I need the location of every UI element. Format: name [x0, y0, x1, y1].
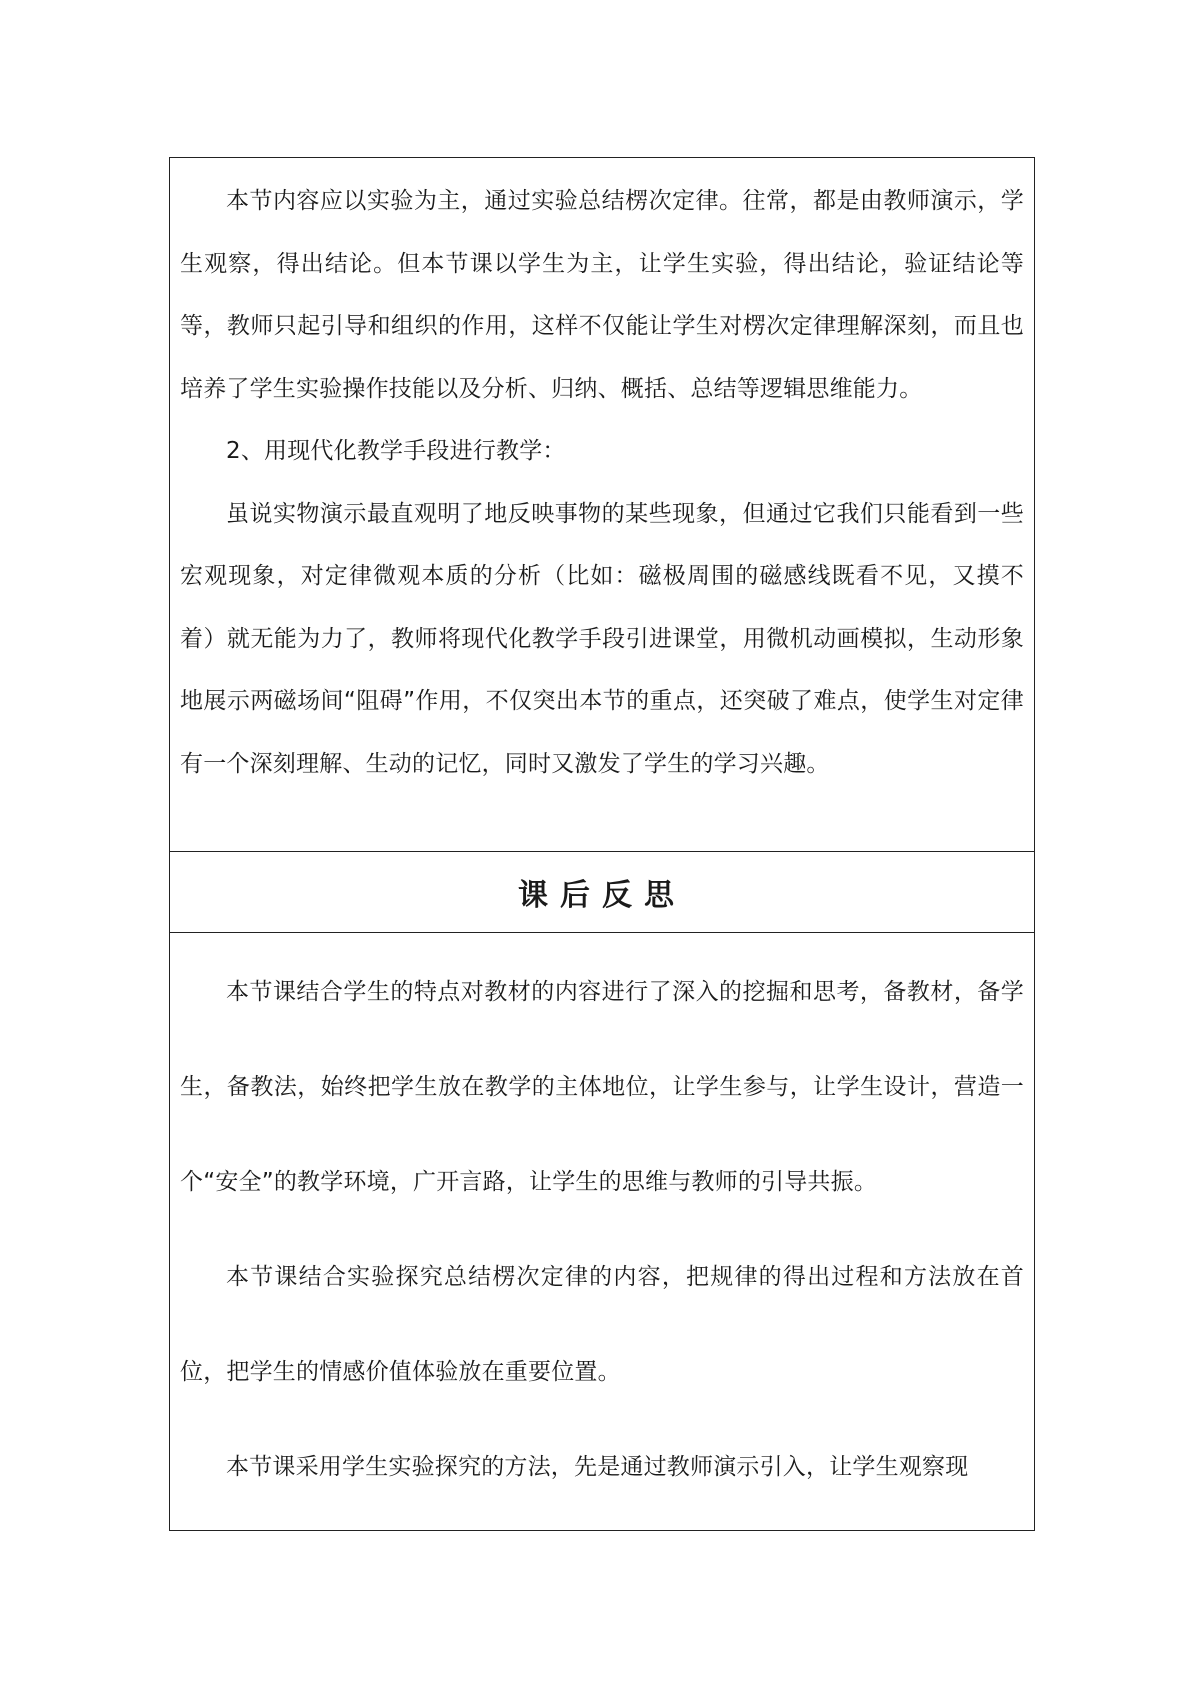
teaching-method-cell: [170, 158, 1034, 851]
reflection-body-cell: [170, 933, 1034, 1530]
section-title: 课后反思: [518, 878, 686, 913]
paragraph-modern-teaching-body: 虽说实物演示最直观明了地反映事物的某些现象，但通过它我们只能看到一些宏观现象，对定律微观本质的分析（比如：磁极周围的磁感线既看不见，又摸不着）就无能为力了，教师将现代化教学手段引进课堂，用微机动画模拟，生动形象地展示两磁场间“阻碍”作用，不仅突出本节的重点，还突破了难点，使学生对定律有一个深刻理解、生动的记忆，同时又激发了学生的学习兴趣。: [180, 500, 1024, 777]
document-table: [169, 157, 1035, 1531]
paragraph-modern-teaching-heading: 2、用现代化教学手段进行教学：: [226, 438, 566, 464]
reflection-title-cell: [170, 851, 1034, 933]
paragraph-experiment-focus: 本节内容应以实验为主，通过实验总结楞次定律。往常，都是由教师演示，学生观察，得出结论。但本节课以学生为主，让学生实验，得出结论，验证结论等等，教师只起引导和组织的作用，这样不仅能让学生对楞次定律理解深刻，而且也培养了学生实验操作技能以及分析、归纳、概括、总结等逻辑思维能力。: [180, 188, 1024, 402]
paragraph-reflection-2: 本节课结合实验探究总结楞次定律的内容，把规律的得出过程和方法放在首位，把学生的情感价值体验放在重要位置。: [180, 1264, 1024, 1385]
paragraph-reflection-1: 本节课结合学生的特点对教材的内容进行了深入的挖掘和思考，备教材，备学生，备教法，始终把学生放在教学的主体地位，让学生参与，让学生设计，营造一个“安全”的教学环境，广开言路，让学生的思维与教师的引导共振。: [180, 979, 1024, 1195]
paragraph-reflection-3: 本节课采用学生实验探究的方法，先是通过教师演示引入，让学生观察现: [226, 1454, 969, 1480]
